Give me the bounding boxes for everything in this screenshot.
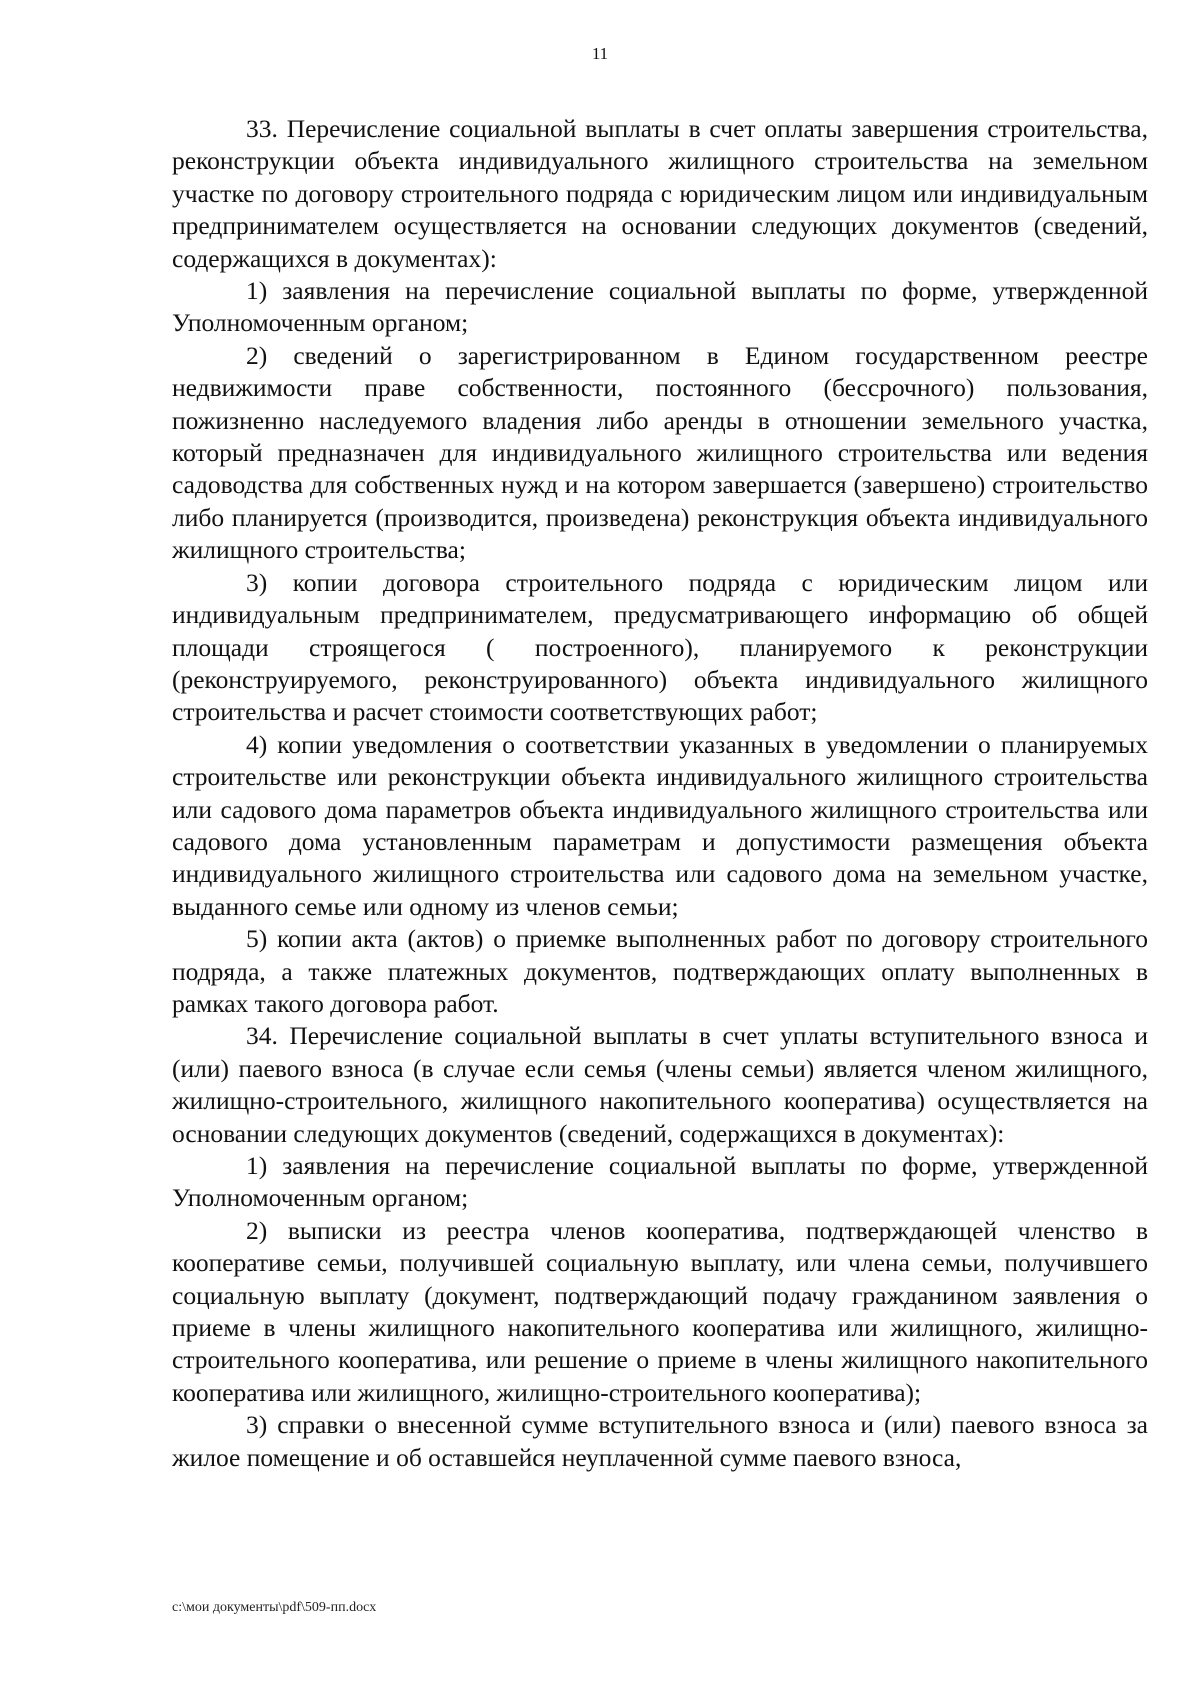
paragraph-34-item-3: 3) справки о внесенной сумме вступительного взноса и (или) паевого взноса за жилое помещение и об оставшейся неуплаченной сумме паевого взноса,	[172, 1410, 1148, 1472]
paragraph-34-item-1: 1) заявления на перечисление социальной выплаты по форме, утвержденной Уполномоченным органом;	[172, 1151, 1148, 1213]
page-number: 11	[591, 44, 609, 63]
paragraph-34-item-2: 2) выписки из реестра членов кооператива, подтверждающей членство в кооперативе семьи, получившей социальную выплату, или члена семьи, получившего социальную выплату (документ, подтверждающий подачу гражданином заявления о приеме в члены жилищного накопительного кооператива или жилищного, жилищно-строительного кооператива, или решение о приеме в члены жилищного накопительного кооператива или жилищного, жилищно-строительного кооператива);	[172, 1215, 1148, 1407]
paragraph-33-item-4: 4) копии уведомления о соответствии указанных в уведомлении о планируемых строительстве или реконструкции объекта индивидуального жилищного строительства или садового дома параметров объекта индивидуального жилищного строительства или садового дома установленным параметрам и допустимости размещения объекта индивидуального жилищного строительства или садового дома на земельном участке, выданного семье или одному из членов семьи;	[172, 729, 1148, 921]
paragraph-33-item-1: 1) заявления на перечисление социальной выплаты по форме, утвержденной Уполномоченным органом;	[172, 276, 1148, 338]
footer-file-path: c:\мои документы\pdf\509-пп.docx	[172, 1600, 377, 1615]
document-body	[172, 113, 1148, 1474]
paragraph-33-item-5: 5) копии акта (актов) о приемке выполненных работ по договору строительного подряда, а также платежных документов, подтверждающих оплату выполненных в рамках такого договора работ.	[172, 924, 1148, 1018]
paragraph-33: 33. Перечисление социальной выплаты в счет оплаты завершения строительства, реконструкции объекта индивидуального жилищного строительства на земельном участке по договору строительного подряда с юридическим лицом или индивидуальным предпринимателем осуществляется на основании следующих документов (сведений, содержащихся в документах):	[172, 114, 1148, 273]
paragraph-34: 34. Перечисление социальной выплаты в счет уплаты вступительного взноса и (или) паевого взноса (в случае если семья (члены семьи) является членом жилищного, жилищно-строительного, жилищного накопительного кооператива) осуществляется на основании следующих документов (сведений, содержащихся в документах):	[172, 1021, 1148, 1148]
paragraph-33-item-2: 2) сведений о зарегистрированном в Едином государственном реестре недвижимости праве собственности, постоянного (бессрочного) пользования, пожизненно наследуемого владения либо аренды в отношении земельного участка, который предназначен для индивидуального жилищного строительства или ведения садоводства для собственных нужд и на котором завершается (завершено) строительство либо планируется (производится, произведена) реконструкция объекта индивидуального жилищного строительства;	[172, 340, 1148, 565]
paragraph-33-item-3: 3) копии договора строительного подряда с юридическим лицом или индивидуальным предпринимателем, предусматривающего информацию об общей площади строящегося ( построенного), планируемого к реконструкции (реконструируемого, реконструированного) объекта индивидуального жилищного строительства и расчет стоимости соответствующих работ;	[172, 567, 1148, 727]
